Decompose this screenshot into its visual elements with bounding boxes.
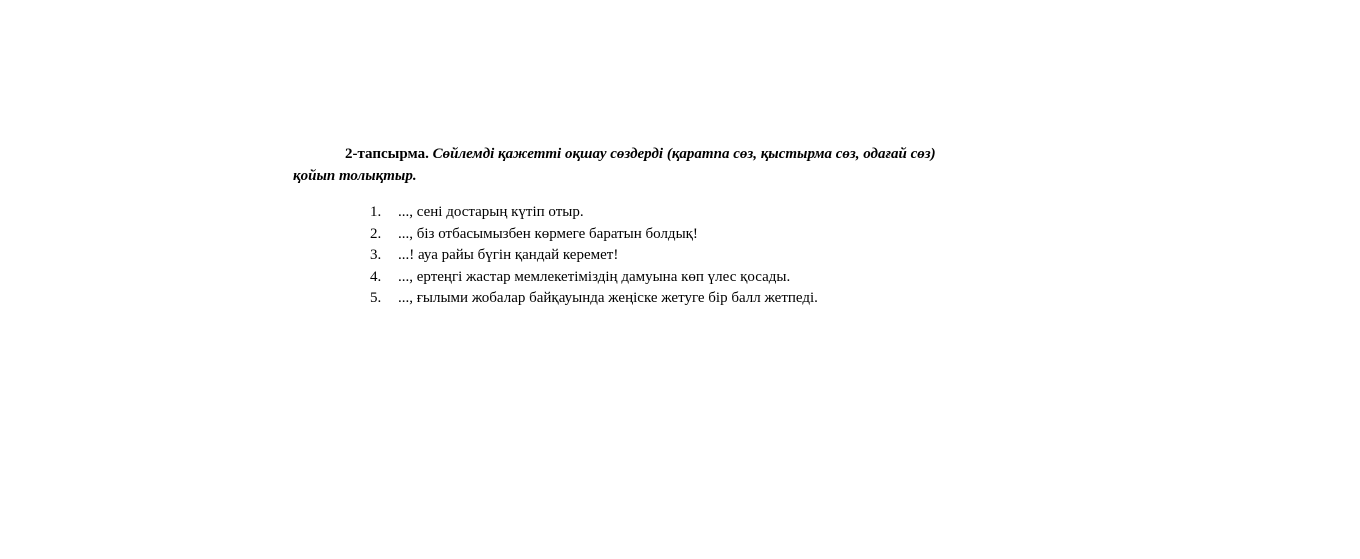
task-heading <box>345 144 936 164</box>
list-item <box>370 245 818 267</box>
list-item-text: ..., сені достарың күтіп отыр. <box>398 204 584 220</box>
list-item-number: 4. <box>370 268 382 285</box>
task-instruction-continuation: қойып толықтыр. <box>293 168 417 184</box>
list-item-text: ...! ауа райы бүгін қандай керемет! <box>398 247 619 263</box>
list-item-text: ..., ертеңгі жастар мемлекетіміздің дамуына көп үлес қосады. <box>398 268 791 285</box>
task-label: 2-тапсырма. <box>345 146 429 162</box>
task-instruction: Сөйлемді қажетті оқшау сөздерді (қаратпа сөз, қыстырма сөз, одағай сөз) <box>432 146 936 162</box>
list-item-number: 5. <box>370 290 382 306</box>
task-heading-continuation <box>293 166 417 186</box>
list-item-text: ..., біз отбасымызбен көрмеге баратын болдық! <box>398 225 698 242</box>
list-item <box>370 267 818 289</box>
list-item-number: 1. <box>370 204 382 220</box>
list-item <box>370 224 818 246</box>
list-item-text: ..., ғылыми жобалар байқауында жеңіске жетуге бір балл жетпеді. <box>398 290 818 306</box>
list-item-number: 2. <box>370 225 382 242</box>
list-item <box>370 288 818 310</box>
sentence-list <box>370 202 818 310</box>
list-item <box>370 202 818 224</box>
list-item-number: 3. <box>370 247 382 263</box>
